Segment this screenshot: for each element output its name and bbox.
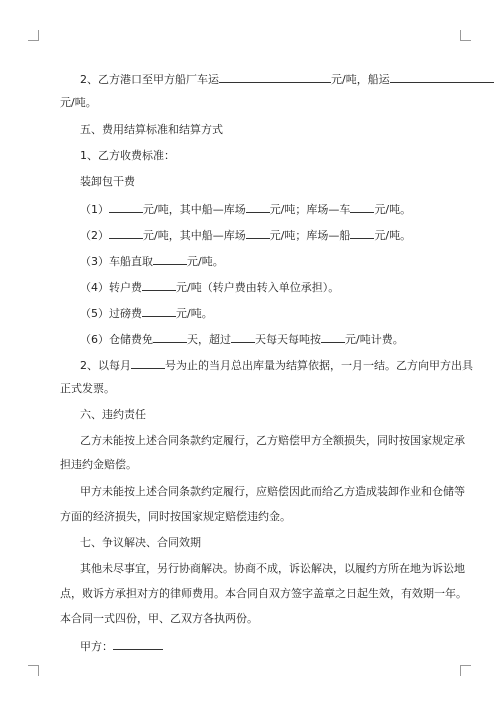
fee-item-2-blank-a	[109, 227, 143, 239]
fee-item-1-num: （1）	[80, 203, 109, 216]
fee-item-5-unit: 元/吨。	[176, 307, 213, 320]
fee-item-6-text-c: 天每天每吨按	[255, 333, 321, 346]
fee-item-2-blank-b	[246, 227, 270, 239]
dispute-line-1: 其他未尽事宜，另行协商解决。协商不成，诉讼解决，以履约方所在地为诉讼地	[80, 562, 465, 575]
fee-item-6-blank-b	[231, 331, 255, 343]
fee-item-2-text-c: 元/吨；库场—船	[269, 229, 351, 242]
transport-label: 2、乙方港口至甲方船厂车运	[80, 73, 219, 86]
section-five-heading: 五、费用结算标准和结算方式	[80, 123, 223, 136]
fee-item-4	[80, 279, 339, 295]
fee-item-3	[80, 253, 224, 269]
ship-rate-blank	[390, 71, 494, 83]
fee-item-6-text-b: 天，超过	[187, 333, 231, 346]
fee-item-1-blank-a	[109, 201, 143, 213]
fee-item-1-text-b: 元/吨，其中船—库场	[143, 203, 246, 216]
section-six-heading: 六、违约责任	[80, 408, 146, 421]
party-a-signature-blank	[113, 638, 163, 650]
crop-mark-bottom-left	[28, 665, 39, 676]
handling-fee-label: 装卸包干费	[80, 175, 135, 188]
party-a-label: 甲方：	[80, 640, 113, 653]
copies-line: 本合同一式四份，甲、乙双方各执两份。	[60, 612, 258, 625]
settlement-day-blank	[131, 357, 165, 369]
settlement-text-b: 号为止的当月总出库量为结算依据，一月一结。乙方向甲方出具	[165, 359, 473, 372]
crop-mark-top-right	[460, 30, 471, 41]
liability-b-line-2: 担违约金赔偿。	[60, 458, 137, 471]
fee-item-3-text: （3）车船直取	[80, 255, 153, 268]
fee-item-6-text-a: （6）仓储费免	[80, 333, 153, 346]
fee-item-6-blank-c	[321, 331, 345, 343]
dispute-line-2: 点，败诉方承担对方的律师费用。本合同自双方签字盖章之日起生效，有效期一年。	[60, 587, 467, 600]
fee-item-2-num: （2）	[80, 229, 109, 242]
fee-item-4-unit: 元/吨（转户费由转入单位承担）。	[176, 281, 340, 294]
fee-item-1-text-c: 元/吨；库场—车	[269, 203, 351, 216]
fee-item-5	[80, 305, 213, 321]
fee-item-1-blank-b	[246, 201, 270, 213]
clause-transport-line	[80, 71, 494, 87]
fee-item-1	[80, 201, 411, 217]
fee-item-2	[80, 227, 411, 243]
section-seven-heading: 七、争议解决、合同效期	[80, 536, 201, 549]
fee-item-4-text: （4）转户费	[80, 281, 142, 294]
fee-standard-heading: 1、乙方收费标准：	[80, 149, 175, 162]
fee-item-6	[80, 331, 404, 347]
truck-rate-blank	[219, 71, 331, 83]
liability-a-line-2: 方面的经济损失，同时按国家规定赔偿违约金。	[60, 510, 291, 523]
party-a-signature-line	[80, 638, 163, 654]
settlement-continuation: 正式发票。	[60, 382, 115, 395]
fee-item-3-blank	[153, 253, 187, 265]
fee-item-5-blank	[142, 305, 176, 317]
liability-b-line-1: 乙方未能按上述合同条款约定履行，乙方赔偿甲方全额损失，同时按国家规定承	[80, 434, 465, 447]
fee-item-2-blank-c	[350, 227, 374, 239]
fee-item-5-text: （5）过磅费	[80, 307, 142, 320]
liability-a-line-1: 甲方未能按上述合同条款约定履行，应赔偿因此而给乙方造成装卸作业和仓储等	[80, 485, 465, 498]
settlement-text-a: 2、以每月	[80, 359, 131, 372]
fee-item-1-blank-c	[350, 201, 374, 213]
fee-item-4-blank	[142, 279, 176, 291]
fee-item-2-text-d: 元/吨。	[374, 229, 412, 242]
fee-item-6-blank-a	[153, 331, 187, 343]
crop-mark-bottom-right	[460, 665, 471, 676]
transport-unit: 元/吨。	[60, 96, 97, 109]
crop-mark-top-left	[28, 30, 39, 41]
fee-item-3-unit: 元/吨。	[187, 255, 224, 268]
ship-label: 元/吨，船运	[331, 73, 390, 86]
fee-item-2-text-b: 元/吨，其中船—库场	[143, 229, 246, 242]
fee-item-6-text-d: 元/吨计费。	[345, 333, 404, 346]
settlement-clause	[80, 357, 473, 373]
fee-item-1-text-d: 元/吨。	[374, 203, 412, 216]
